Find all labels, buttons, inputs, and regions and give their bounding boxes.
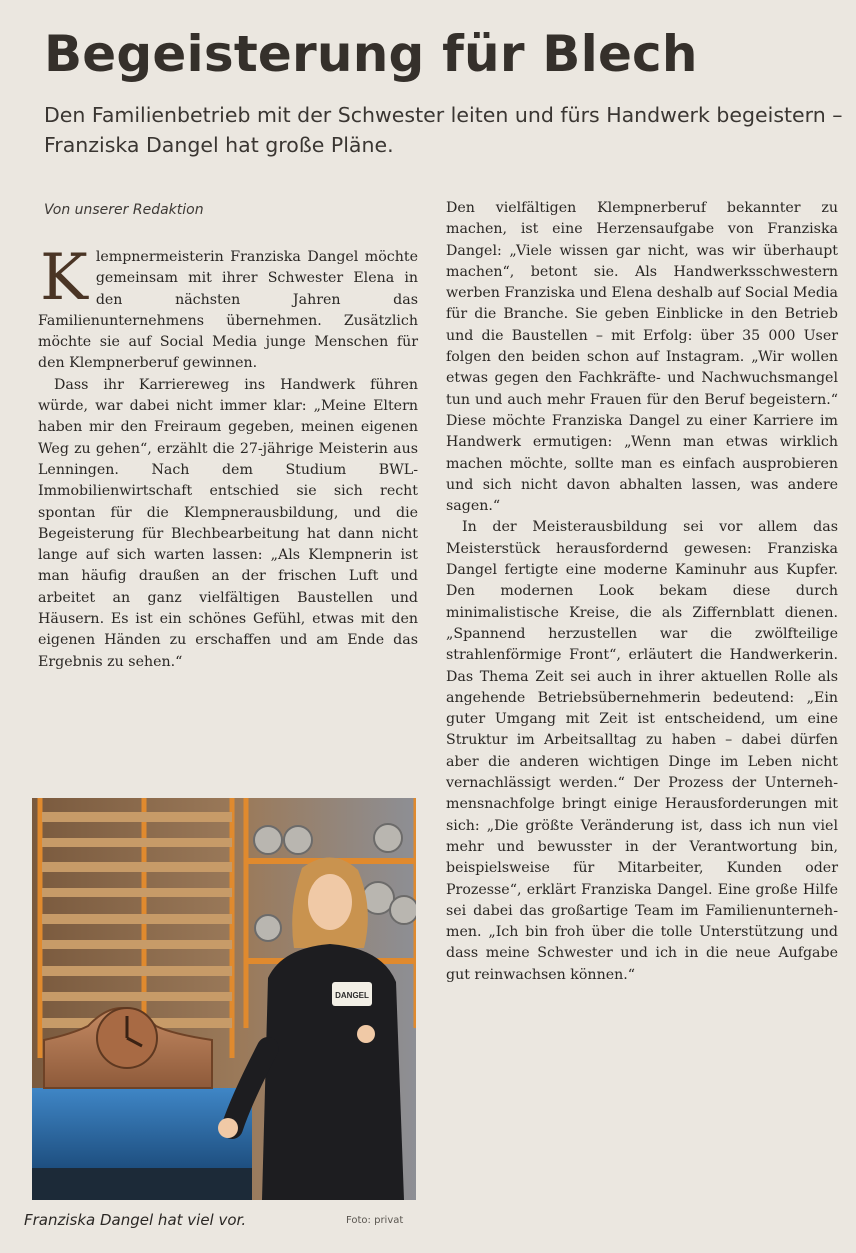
shirt-logo-text: DANGEL [335, 991, 369, 1000]
sheet-metal-stacks [42, 812, 232, 1028]
paragraph-text: lempnermeisterin Franziska Dangel möchte gemeinsam mit ihrer Schwester Elena in den nächsten Jahren das Familienunternehmens übernehmen. Zusätzlich möchte sie auf Social Media junge Menschen für den Klempnerberuf gewinnen. [38, 249, 418, 372]
workshop-photo-illustration [32, 798, 416, 1200]
article-column-right [446, 198, 838, 986]
photo-credit: Foto: privat [346, 1215, 404, 1226]
headline: Begeisterung für Blech [44, 25, 698, 83]
article-paragraph: In der Meisterausbildung sei vor allem das Meisterstück herausfordernd gewesen: Franziska Dangel fertigte eine moderne Kaminuhr aus Kupfer. Den modernen Look bekam diese durch minimalistische Kreise, die als Ziffernblatt dienen. „Spannend herzustellen war die zwölfteilige strahlenförmige Front“, erläutert die Handwerkerin. Das Thema Zeit sei auch in ihrer aktuellen Rolle als angehende Betriebsübernehmerin bedeutend: „Ein guter Umgang mit Zeit ist entscheidend, um eine Struktur im Arbeitsalltag zu haben – dabei dürfen aber die anderen wichtigen Dinge im Leben nicht vernachlässigt werden.“ Der Prozess der Unternehmensnachfolge bringt einige Herausforderungen mit sich: „Die größte Veränderung ist, dass ich nun viel mehr und bewusster in der Verantwortung bin, beispielsweise für Mitarbeiter, Kunden oder Prozesse“, erklärt Franziska Dangel. Eine große Hilfe sei dabei das großartige Team im Familienunternehmen. „Ich bin froh über die tolle Unterstützung und dass meine Schwester und ich in die neue Aufgabe gut reinwachsen können.“ [446, 519, 838, 983]
article-column-left [38, 241, 418, 673]
article-paragraph: Dass ihr Karriereweg ins Handwerk führen würde, war dabei nicht immer klar: „Meine Eltern haben mir den Freiraum gegeben, meinen eigenen Weg zu gehen“, erzählt die 27-jährige Meisterin aus Lenningen. Nach dem Studium BWL-Immobilienwirtschaft entschied sie sich recht spontan für die Klempnerausbildung, und die Begeisterung für Blechbearbeitung hat dann nicht lange auf sich warten lassen: „Als Klempnerin ist man häufig draußen an der frischen Luft und arbeitet an ganz vielfältigen Baustellen und Häusern. Es ist ein schönes Gefühl, etwas mit den eigenen Händen zu erschaffen und am Ende das Ergebnis zu sehen.“ [38, 376, 418, 670]
photo-caption: Franziska Dangel hat viel vor. [24, 1211, 247, 1229]
article-paragraph [38, 241, 418, 375]
drop-cap: K [40, 241, 88, 315]
article-paragraph: Den vielfältigen Klempnerberuf bekannter zu machen, ist eine Herzensaufgabe von Franziska Dangel: „Viele wissen gar nicht, was wir überhaupt machen“, betont sie. Als Handwerksschwestern werben Franziska und Elena deshalb auf Social Media für die Branche. Sie geben Einblicke in den Betrieb und die Baustellen – mit Erfolg: über 35 000 User folgen den beiden schon auf Instagram. „Wir wollen etwas gegen den Fachkräfte- und Nachwuchsmangel tun und auch mehr Frauen für den Beruf begeistern.“ Diese möchte Franziska Dangel zu einer Karriere im Handwerk ermutigen: „Wenn man etwas wirklich machen möchte, sollte man es einfach ausprobieren und sich nicht davon abhalten lassen, was andere sagen.“ [446, 200, 838, 515]
byline: Von unserer Redaktion [44, 202, 204, 218]
article-photo [32, 798, 416, 1200]
subheadline: Den Familienbetrieb mit der Schwester leiten und fürs Handwerk begeistern – Franziska Dangel hat große Pläne. [44, 103, 843, 157]
